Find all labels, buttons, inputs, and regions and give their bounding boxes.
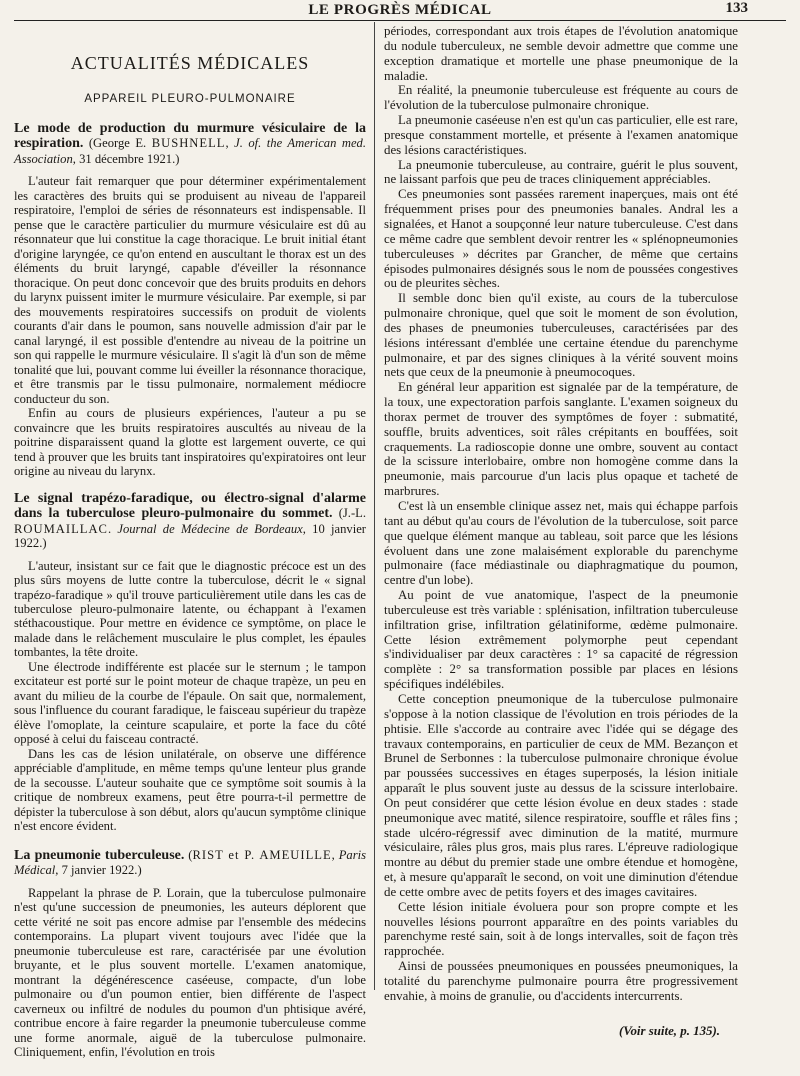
article-3-paragraph: Rappelant la phrase de P. Lorain, que la tuberculose pulmonaire n'est qu'une succession de pneumonies, les auteurs déplorent que cette vérité ne soit pas encore admise par l'ensemble des médecins contemporains. La plupart vivent toujours avec l'idée que la pneumonie tuberculeuse est rare, caractérisée par une évolution bruyante, et le plus souvent mortelle. L'examen anatomique, montrant la dégénérescence caséeuse, compacte, d'un lobe pulmonaire ou d'un poumon entier, bien différente de l'aspect caverneux ou infiltré de nodules du poumon d'un phtisique avéré, contribue encore à faire regarder la pneumonie tuberculeuse comme une forme anormale, aiguë de la tuberculose pulmonaire. Cliniquement, enfin, l'évolution en trois	[14, 885, 366, 1060]
article-1-title: Le mode de production du murmure vésiculaire de la respiration.	[14, 120, 366, 152]
section-subtitle: APPAREIL PLEURO-PULMONAIRE	[84, 93, 296, 106]
article-3-author: RIST et P. AMEUILLE	[192, 847, 332, 862]
article-3-paragraph: Cette conception pneumonique de la tuberculose pulmonaire s'oppose à la notion classique de l'évolution en trois périodes de la phtisie. Elle s'accorde au contraire avec l'idée qui se dégage des travaux contemporains, en particulier de ceux de MM. Bezançon et Brunel de Serbonnes : la tuberculose pulmonaire chronique évolue par poussées successives en étages superposés, la lésion initiale apparaît le plus souvent juste au dessus de la scissure interlobaire. On peut considérer que cette lésion évolue en deux stades : stade pneumonique avec matité, silence respiratoire, souffle et râles fins ; stade ulcéro-régressif avec diminution de la matité, murmure vésiculaire, râles plus gros, mais plus rares. L'épreuve radiologique montre au début du premier stade une ombre étendue et homogène, et, à mesure qu'apparaît le second, on voit une diminution d'étendue de cette ombre avec de petits foyers et des images cavitaires.	[384, 691, 738, 899]
article-3-paragraph: En général leur apparition est signalée par de la température, de la toux, une expectoration parfois sanglante. L'examen soigneux du thorax permet de trouver des symptômes de foyer : submatité, souffle, bruits adventices, soit râles crépitants en bouffées, soit craquements. La radioscopie donne une ombre, souvent au contact de la scissure interlobaire, ombre non homogène comme dans la pneumonie, mais parcourue d'un lacis plus opaque et tacheté de marbrures.	[384, 380, 738, 499]
section-title: ACTUALITÉS MÉDICALES	[70, 53, 310, 73]
article-1-date: , 31 décembre 1921.)	[72, 151, 180, 166]
article-2-heading	[14, 491, 366, 551]
header-rule	[14, 20, 786, 21]
page-header	[0, 0, 800, 22]
article-3-paragraph: Ainsi de poussées pneumoniques en poussées pneumoniques, la totalité du parenchyme pulmonaire pourra être progressivement envahie, à moins de granulie, ou d'accidents intercurrents.	[384, 959, 738, 1003]
article-3-author-post: ,	[331, 847, 339, 862]
article-2-date: , 10 janvier 1922.)	[14, 521, 366, 551]
article-3-date: , 7 janvier 1922.)	[55, 863, 142, 878]
article-2-paragraph: Une électrode indifférente est placée sur le sternum ; le tampon excitateur est porté sur le point moteur de chaque trapèze, un peu en avant du milieu de la courbe de l'épaule. On sait que, normalement, sous l'influence du courant faradique, le faisceau supérieur du trapèze élève l'omoplate, la ceinture scapulaire, et porte la face du côté opposé à celui du faisceau contracté.	[14, 659, 366, 747]
running-head: LE PROGRÈS MÉDICAL	[308, 2, 492, 18]
article-2-author-pre: (J.-L.	[332, 506, 366, 521]
left-column	[14, 24, 366, 1060]
column-divider	[374, 22, 375, 990]
article-2-author: ROUMAILLAC	[14, 521, 108, 536]
article-1-author-pre: (George E.	[83, 136, 152, 151]
article-1-source: J. of. the American med. Association	[14, 136, 367, 166]
continued-note: (Voir suite, p. 135).	[619, 1023, 720, 1038]
article-3-author-pre: (	[184, 847, 193, 862]
article-3-continuation: périodes, correspondant aux trois étapes de l'évolution anatomique du nodule tuberculeux, ne semble devoir admettre que comme une exception dramatique et mortelle une phase pneumonique de la maladie.	[384, 24, 738, 83]
article-2-source: Journal de Médecine de Bordeaux	[117, 521, 303, 536]
article-3-heading	[14, 848, 366, 878]
article-3-paragraph: La pneumonie tuberculeuse, au contraire, guérit le plus souvent, ne laissant parfois que peu de traces cliniquement appréciables.	[384, 157, 738, 187]
right-column	[384, 24, 738, 1039]
article-3-paragraph: C'est là un ensemble clinique assez net, mais qui échappe parfois tant au début qu'au cours de l'évolution de la tuberculose, soit parce que quelque élément manque au tableau, soit parce que les lésions évoluent dans une zone malaisément explorable du parenchyme pulmonaire (face médiastinale ou diaphragmatique du poumon, centre d'un lobe).	[384, 499, 738, 588]
page-number: 133	[725, 0, 748, 16]
article-1-author-post: ,	[225, 136, 235, 151]
article-2-author-post: .	[107, 521, 118, 536]
article-3-paragraph: Il semble donc bien qu'il existe, au cours de la tuberculose pulmonaire chronique, quel que soit le moment de son évolution, des phases de pneumonies tuberculeuses, caractérisées par des lésions intéressant d'emblée une certaine étendue du parenchyme pulmonaire, et par des signes cliniques à la vérité souvent moins nets que ceux de la pneumonie à pneumocoques.	[384, 291, 738, 380]
article-2-paragraph: L'auteur, insistant sur ce fait que le diagnostic précoce est un des plus sûrs moyens de lutte contre la tuberculose, décrit le « signal trapézo-faradique » qu'il trouve particulièrement utile dans les cas de tuberculose pleuro-pulmonaire latente, ou échappant à l'examen stéthacoustique. Pour mettre en évidence ce symptôme, on place le malade dans le relâchement musculaire le plus complet, les épaules tombantes, la tête droite.	[14, 558, 366, 660]
article-1-paragraph: Enfin au cours de plusieurs expériences, l'auteur a pu se convaincre que les bruits respiratoires auscultés au niveau de la poitrine disparaissent quand la glotte est largement ouverte, ce qui tend à prouver que les bruits tant inspiratoires qu'expiratoires ont leur origine au niveau du larynx.	[14, 406, 366, 479]
article-3-paragraph: Cette lésion initiale évoluera pour son propre compte et les nouvelles lésions pourront apparaître en des points variables du parenchyme resté sain, soit à de longs intervalles, soit de façon très rapprochée.	[384, 899, 738, 959]
article-3-paragraph: Ces pneumonies sont passées rarement inaperçues, mais ont été fréquemment prises pour des pneumonies banales. Andral les a signalées, et Hanot a soupçonné leur nature tuberculeuse. C'est dans ce même cadre que semblent devoir rentrer les « splénopneumonies tuberculeuses » décrites par Grancher, de même que certains épisodes pulmonaires désignés sous le nom de poussées congestives ou de pleurites sèches.	[384, 187, 738, 291]
article-2-paragraph: Dans les cas de lésion unilatérale, on observe une différence appréciable d'amplitude, en même temps qu'une lenteur plus grande de la secousse. L'auteur souhaite que ce symptôme soit soumis à la critique de nombreux examens, peut être pourra-t-il permettre de dépister la tuberculose à son début, alors qu'aucun symptôme clinique n'est encore évident.	[14, 746, 367, 834]
article-3-paragraph: Au point de vue anatomique, l'aspect de la pneumonie tuberculeuse est très variable : splénisation, infiltration tuberculeuse infiltration grise, infiltration gélatiniforme, œdème pulmonaire. Cette lésion extrêmement polymorphe peut cependant s'individualiser par deux caractères : 1° sa capacité de régression complète : 2° sa transformation possible par places en lésions spécifiques indélébiles.	[384, 588, 738, 692]
article-3-paragraph: En réalité, la pneumonie tuberculeuse est fréquente au cours de l'évolution de la tuberculose pulmonaire chronique.	[384, 83, 738, 113]
article-3-paragraph: La pneumonie caséeuse n'en est qu'un cas particulier, elle est rare, presque constamment mortelle, et présente à l'examen anatomique des lésions caractéristiques.	[384, 113, 738, 157]
article-1-heading	[14, 121, 366, 166]
article-2-title: Le signal trapézo-faradique, ou électro-signal d'alarme dans la tuberculose pleuro-pulmonaire du sommet.	[14, 490, 366, 522]
article-3-title: La pneumonie tuberculeuse.	[14, 847, 185, 863]
article-3-source: Paris Médical	[14, 847, 366, 878]
article-1-paragraph: L'auteur fait remarquer que pour déterminer expérimentalement les caractères des bruits qui se produisent au niveau de l'appareil respiratoire, l'emploi de séries de résonnateurs est indispensable. Il pense que le caractère particulier du murmure vésiculaire est dû au résonnateur que lui constitue la cage thoracique. Le bruit initial étant d'origine laryngée, ce qu'on entend en auscultant le thorax est un des éléments du bruit laryngé, capable d'éveiller la résonnance thoracique. On peut donc concevoir que des bruits produits en dehors du larynx puissent imiter le murmure vésiculaire. Par exemple, si par des mouvements respiratoires successifs on produit de violents courants d'air dans le poumon, sans nouvelle admission d'air par le canal laryngé, il est possible d'entendre au niveau de la poitrine un son qui rappelle le murmure vésiculaire. Il s'agit là d'un son de même tonalité que lui, pouvant comme lui éveiller la résonnance thoracique, et être transmis par le tissu pulmonaire, normalement médiocre conducteur du son.	[14, 174, 366, 406]
article-1-author: BUSHNELL	[151, 136, 226, 151]
